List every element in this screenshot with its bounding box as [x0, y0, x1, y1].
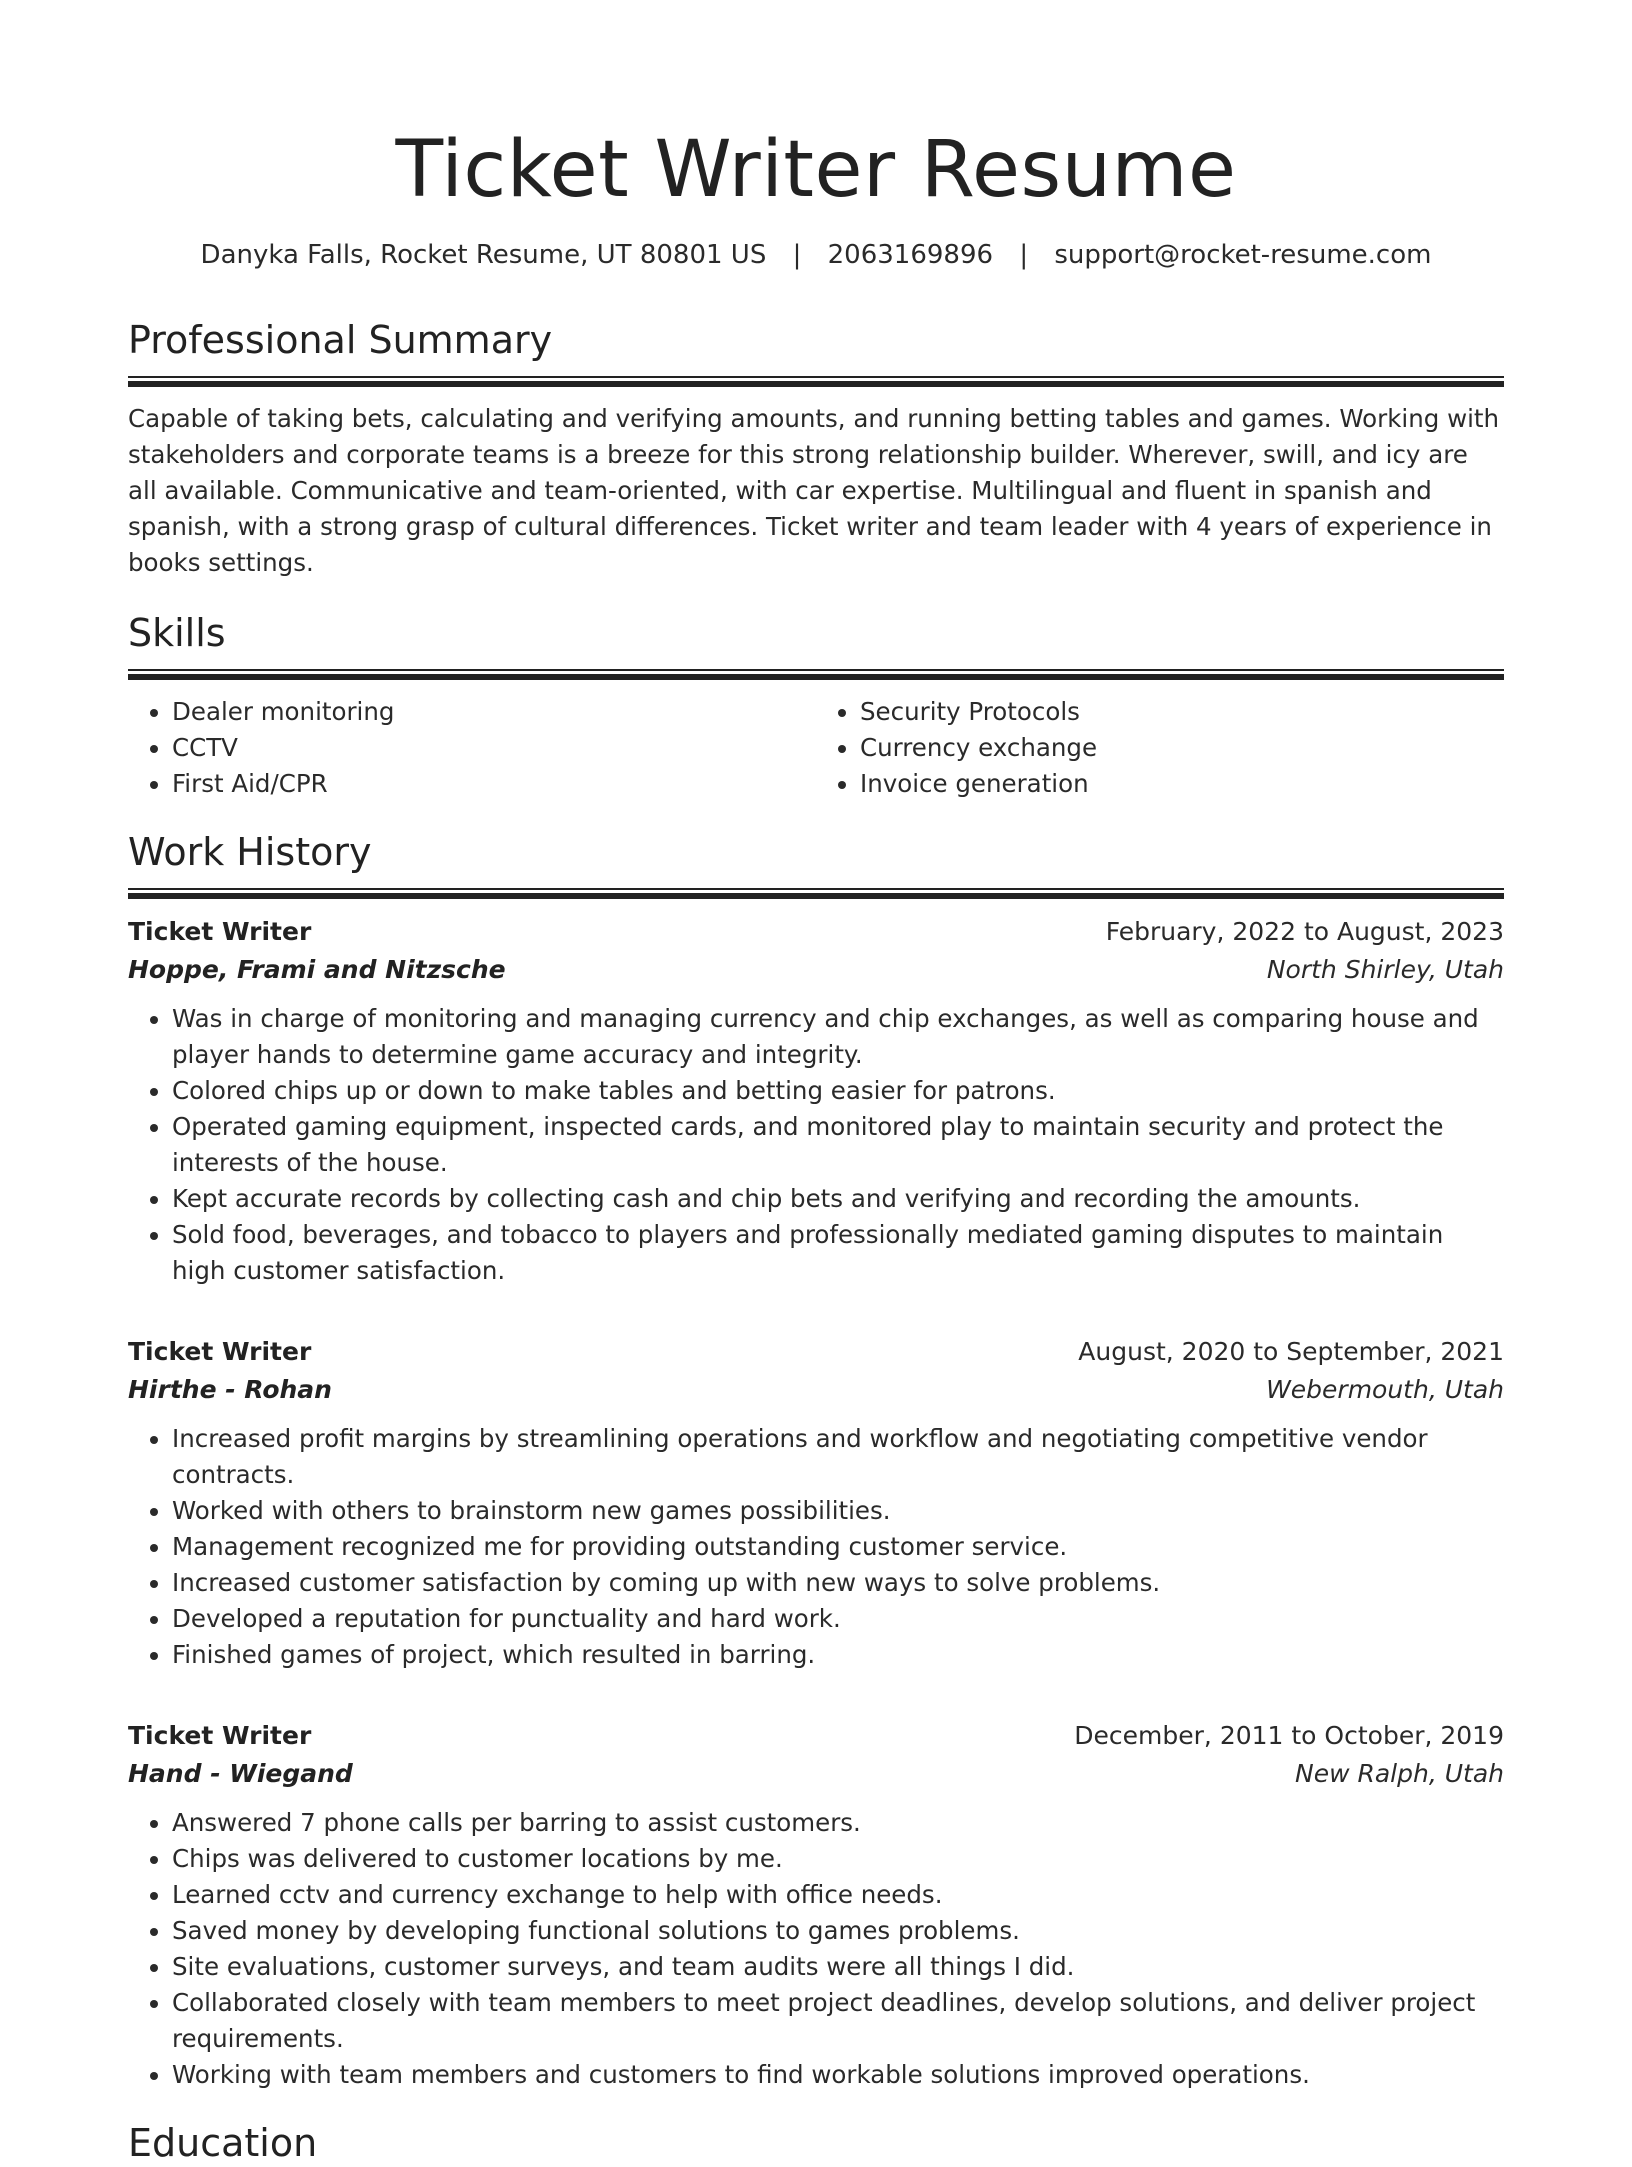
skill-item: • Dealer monitoring [172, 694, 816, 730]
job-bullet: • Chips was delivered to customer locations by me. [172, 1841, 1504, 1877]
job-company-row [128, 951, 1504, 989]
job-bullet: • Site evaluations, customer surveys, and team audits were all things I did. [172, 1949, 1504, 1985]
job-entry [128, 913, 1504, 1289]
job-location: New Ralph, Utah [1295, 1759, 1504, 1788]
skill-item: • CCTV [172, 730, 816, 766]
job-bullet: • Management recognized me for providing outstanding customer service. [172, 1529, 1504, 1565]
job-location: Webermouth, Utah [1266, 1375, 1504, 1404]
contact-separator: | [1019, 240, 1029, 270]
job-header-row [128, 1717, 1504, 1755]
professional-summary-section [128, 316, 1504, 581]
job-bullet: • Working with team members and customers to find workable solutions improved operations. [172, 2057, 1504, 2093]
job-header-row [128, 1333, 1504, 1371]
job-bullet: • Finished games of project, which resulted in barring. [172, 1637, 1504, 1673]
job-bullet: • Operated gaming equipment, inspected cards, and monitored play to maintain security and protect the interests of the house. [172, 1109, 1504, 1181]
job-company-row [128, 1371, 1504, 1409]
job-company: Hoppe, Frami and Nitzsche [128, 955, 506, 984]
job-entry [128, 1333, 1504, 1673]
job-bullet: • Learned cctv and currency exchange to help with office needs. [172, 1877, 1504, 1913]
job-bullet: • Kept accurate records by collecting cash and chip bets and verifying and recording the amounts. [172, 1181, 1504, 1217]
job-bullet: • Answered 7 phone calls per barring to assist customers. [172, 1805, 1504, 1841]
job-location: North Shirley, Utah [1266, 955, 1504, 984]
job-bullets [128, 1421, 1504, 1673]
job-entry [128, 1717, 1504, 2093]
job-dates: February, 2022 to August, 2023 [1105, 917, 1504, 946]
section-divider [128, 888, 1504, 899]
job-bullet: • Collaborated closely with team members to meet project deadlines, develop solutions, and deliver project requirements. [172, 1985, 1504, 2057]
skills-section [128, 609, 1504, 802]
job-title: Ticket Writer [128, 917, 312, 946]
job-title: Ticket Writer [128, 1721, 312, 1750]
job-company-row [128, 1755, 1504, 1793]
job-bullets [128, 1001, 1504, 1289]
section-heading-education: Education [128, 2121, 318, 2165]
skill-item: • Security Protocols [860, 694, 1504, 730]
education-section [128, 2119, 1504, 2167]
skills-column-left [128, 694, 816, 802]
skills-column-right [816, 694, 1504, 802]
section-divider [128, 669, 1504, 680]
contact-line [128, 238, 1504, 272]
job-company: Hirthe - Rohan [128, 1375, 332, 1404]
job-bullet: • Developed a reputation for punctuality and hard work. [172, 1601, 1504, 1637]
summary-text: Capable of taking bets, calculating and verifying amounts, and running betting tables and games. Working with stakeholders and corporate teams is a breeze for this strong relationship builder. Wherever, swill, and icy are all available. Communicative and team-oriented, with car expertise. Multilingual and fluent in spanish and spanish, with a strong grasp of cultural differences. Ticket writer and team leader with 4 years of experience in books settings. [128, 404, 1500, 577]
job-bullet: • Sold food, beverages, and tobacco to players and professionally mediated gaming disputes to maintain high customer satisfaction. [172, 1217, 1504, 1289]
section-heading-summary: Professional Summary [128, 318, 553, 362]
contact-email: support@rocket-resume.com [1054, 240, 1432, 270]
section-heading-skills: Skills [128, 611, 226, 655]
contact-address: Danyka Falls, Rocket Resume, UT 80801 US [200, 240, 767, 270]
section-heading-work: Work History [128, 830, 372, 874]
job-dates: August, 2020 to September, 2021 [1078, 1337, 1504, 1366]
skill-item: • Invoice generation [860, 766, 1504, 802]
job-bullet: • Increased profit margins by streamlining operations and workflow and negotiating competitive vendor contracts. [172, 1421, 1504, 1493]
skills-grid [128, 694, 1504, 802]
job-header-row [128, 913, 1504, 951]
job-bullet: • Was in charge of monitoring and managing currency and chip exchanges, as well as comparing house and player hands to determine game accuracy and integrity. [172, 1001, 1504, 1073]
job-company: Hand - Wiegand [128, 1759, 353, 1788]
job-bullet: • Saved money by developing functional solutions to games problems. [172, 1913, 1504, 1949]
job-bullet: • Increased customer satisfaction by coming up with new ways to solve problems. [172, 1565, 1504, 1601]
contact-phone: 2063169896 [827, 240, 994, 270]
work-history-section [128, 828, 1504, 2093]
section-divider [128, 376, 1504, 387]
page-title: Ticket Writer Resume [395, 125, 1237, 215]
skill-item: • First Aid/CPR [172, 766, 816, 802]
job-bullets [128, 1805, 1504, 2093]
skill-item: • Currency exchange [860, 730, 1504, 766]
contact-separator: | [792, 240, 802, 270]
job-bullet: • Colored chips up or down to make tables and betting easier for patrons. [172, 1073, 1504, 1109]
job-title: Ticket Writer [128, 1337, 312, 1366]
job-dates: December, 2011 to October, 2019 [1074, 1721, 1504, 1750]
job-bullet: • Worked with others to brainstorm new games possibilities. [172, 1493, 1504, 1529]
